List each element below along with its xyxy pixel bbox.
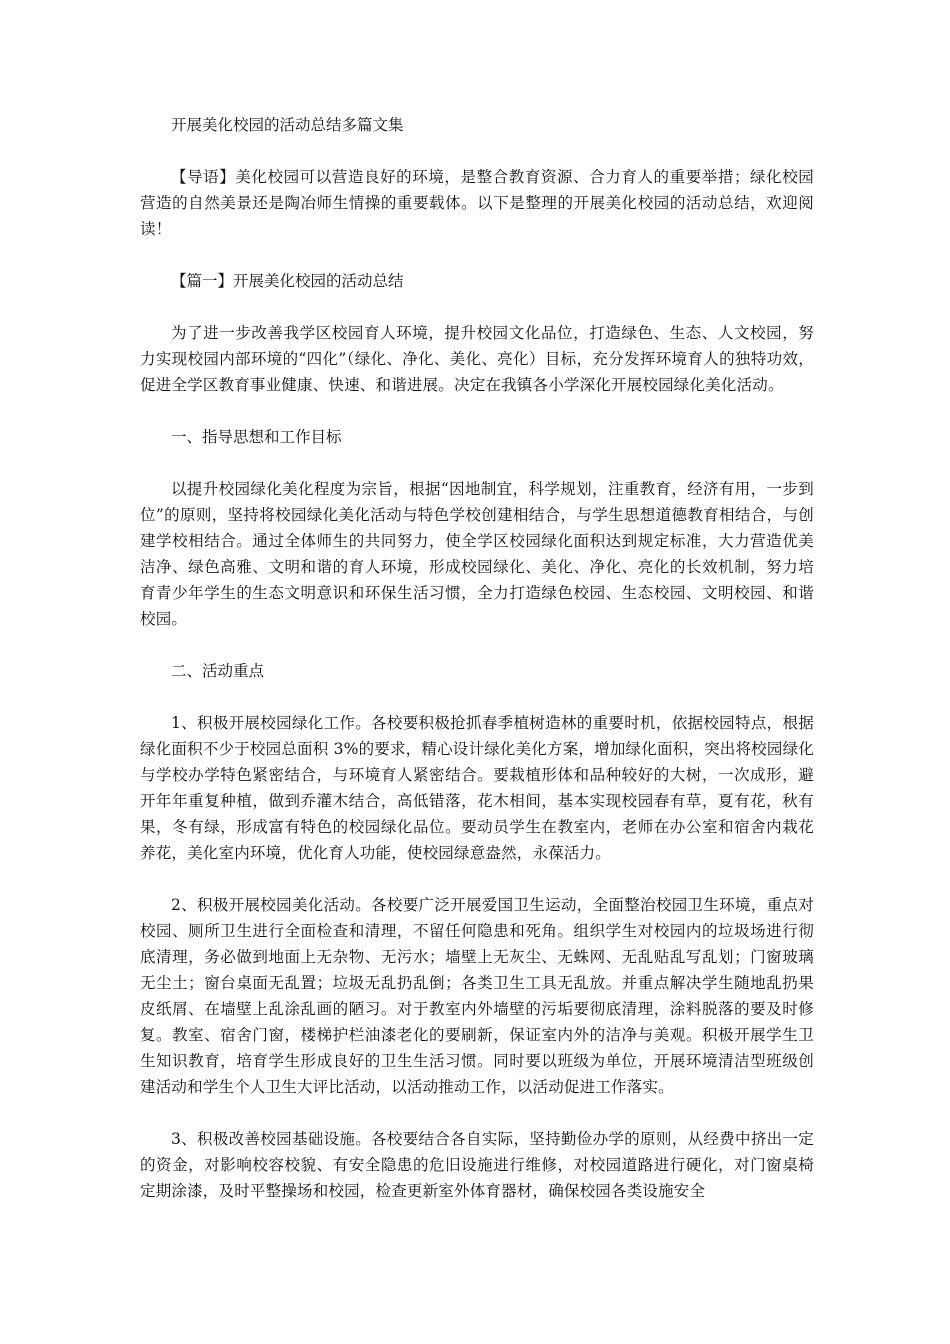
body-paragraph-3: 1、积极开展校园绿化工作。各校要积极抢抓春季植树造林的重要时机，依据校园特点，根据绿化面积不少于校园总面积 3%的要求，精心设计绿化美化方案，增加绿化面积，突出将校园绿化与学校办学特色紧密结合，与环境育人紧密结合。要栽植形体和品种较好的大树，一次成形，避开年年重复种植，做到乔灌木结合，高低错落，花木相间，基本实现校园春有草，夏有花，秋有果，冬有绿，形成富有特色的校园绿化品位。要动员学生在教室内，老师在办公室和宿舍内栽花养花，美化室内环境，优化育人功能，使校园绿意盎然，永葆活力。: [140, 714, 814, 862]
subheading-focus: 二、活动重点: [171, 662, 265, 680]
body-paragraph-4: 2、积极开展校园美化活动。各校要广泛开展爱国卫生运动，全面整治校园卫生环境，重点对校园、厕所卫生进行全面检查和清理，不留任何隐患和死角。组织学生对校园内的垃圾场进行彻底清理，务必做到地面上无杂物、无污水；墙壁上无灰尘、无蛛网、无乱贴乱写乱划；门窗玻璃无尘土；窗台桌面无乱置；垃圾无乱扔乱倒；各类卫生工具无乱放。并重点解决学生随地乱扔果皮纸屑、在墙壁上乱涂乱画的陋习。对于教室内外墙壁的污垢要彻底清理，涂料脱落的要及时修复。教室、宿舍门窗，楼梯护栏油漆老化的要刷新，保证室内外的洁净与美观。积极开展学生卫生知识教育，培育学生形成良好的卫生生活习惯。同时要以班级为单位，开展环境清洁型班级创建活动和学生个人卫生大评比活动，以活动推动工作，以活动促进工作落实。: [140, 896, 814, 1096]
document-title: 开展美化校园的活动总结多篇文集: [171, 116, 404, 134]
subheading-guide: 一、指导思想和工作目标: [171, 428, 342, 446]
body-paragraph-2: 以提升校园绿化美化程度为宗旨，根据“因地制宜，科学规划，注重教育，经济有用，一步到位”的原则，坚持将校园绿化美化活动与特色学校创建相结合，与学生思想道德教育相结合，与创建学校相结合。通过全体师生的共同努力，使全学区校园绿化面积达到规定标准，大力营造优美洁净、绿色高雅、文明和谐的育人环境，形成校园绿化、美化、净化、亮化的长效机制，努力培育青少年学生的生态文明意识和环保生活习惯，全力打造绿色校园、生态校园、文明校园、和谐校园。: [140, 480, 814, 628]
body-paragraph-1: 为了进一步改善我学区校园育人环境，提升校园文化品位，打造绿色、生态、人文校园，努力实现校园内部环境的“四化”（绿化、净化、美化、亮化）目标，充分发挥环境育人的独特功效，促进全学区教育事业健康、快速、和谐进展。决定在我镇各小学深化开展校园绿化美化活动。: [140, 324, 814, 394]
document-page: [140, 112, 814, 1204]
intro-paragraph: 【导语】美化校园可以营造良好的环境，是整合教育资源、合力育人的重要举措；绿化校园营造的自然美景还是陶冶师生情操的重要载体。以下是整理的开展美化校园的活动总结，欢迎阅读！: [140, 168, 814, 238]
body-paragraph-5: 3、积极改善校园基础设施。各校要结合各自实际，坚持勤俭办学的原则，从经费中挤出一定的资金，对影响校容校貌、有安全隐患的危旧设施进行维修，对校园道路进行硬化，对门窗桌椅定期涂漆，及时平整操场和校园，检查更新室外体育器材，确保校园各类设施安全: [140, 1130, 814, 1200]
section-heading: 【篇一】开展美化校园的活动总结: [171, 272, 404, 290]
